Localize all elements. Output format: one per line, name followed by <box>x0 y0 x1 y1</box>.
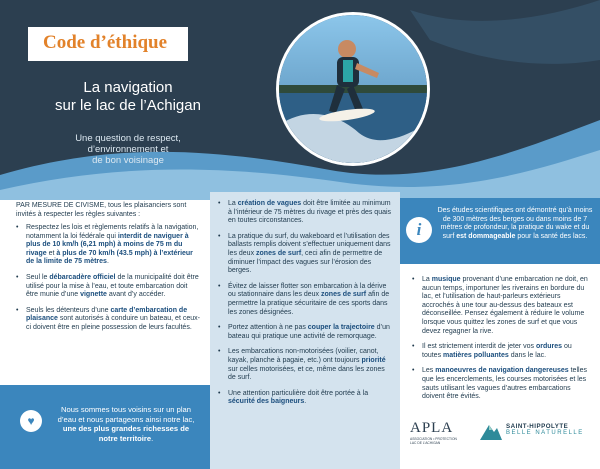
list-item: • La création de vagues doit être limitée au minimum à l’intérieur de 75 mètres du rivage et près des quais en toutes circonstances. <box>218 200 394 226</box>
badge-text: Code d’éthique <box>43 32 168 53</box>
heart-icon: ♥ <box>20 410 42 432</box>
middle-rules-list <box>218 200 394 414</box>
list-item: • La pratique du surf, du wakeboard et l’utilisation des ballasts remplis doivent s’effectuer uniquement dans les deux zones de surf, ceci afin de permettre de diminuer l’impact des vagues sur l’érosion des berges. <box>218 233 394 276</box>
apla-logo: APLA ASSOCIATION • PROTECTION LAC DE L’ACHIGAN <box>410 420 457 445</box>
list-item: • Il est strictement interdit de jeter vos ordures ou toutes matières polluantes dans le lac. <box>412 343 592 360</box>
right-rules-list <box>412 276 592 409</box>
title-badge <box>28 27 188 61</box>
surfer-photo <box>276 12 430 166</box>
info-icon: i <box>406 217 432 243</box>
list-item: • La musique provenant d’une embarcation ne doit, en aucun temps, importuner les riverains en bordure du lac, et l’utilisation de haut-parleurs extérieurs accrochés à une tour au-dessus des bateaux est déconseillée. Pensez également à réduire le volume lorsque vous quittez les zones de surf et que vous devez regagner la rive. <box>412 276 592 336</box>
mountain-icon <box>480 422 502 440</box>
list-item: • Les manoeuvres de navigation dangereuses telles que les encerclements, les courses motorisées et les sauts utilisant les vagues d’autres embarcations doivent être évités. <box>412 367 592 401</box>
respect-text: Nous sommes tous voisins sur un plan d’eau et nous partageons ainsi notre lac, une des plus grandes richesses de notre territoire. <box>57 405 195 443</box>
intro-text: PAR MESURE DE CIVISME, tous les plaisanciers sont invités à respecter les règles suivantes : <box>16 202 187 218</box>
list-item: • Portez attention à ne pas couper la trajectoire d’un bateau qui pratique une activité de remorquage. <box>218 324 394 341</box>
page-subtitle: Une question de respect, d’environnement et de bon voisinage <box>75 133 181 166</box>
list-item: • Évitez de laisser flotter son embarcation à la dérive ou stationnaire dans les deux zones de surf afin de permettre la pratique sécuritaire de ces sports dans les zones désignées. <box>218 283 394 317</box>
page-title: La navigation sur le lac de l’Achigan <box>55 79 201 114</box>
study-text: Des études scientifiques ont démontré qu’à moins de 300 mètres des berges ou dans moins de 7 mètres de profondeur, la pratique du wake et du surf est dommageable pour la santé des lacs. <box>437 207 593 240</box>
left-rules-list <box>16 224 201 340</box>
list-item: • Seuls les détenteurs d’une carte d’embarcation de plaisance sont autorisés à conduire un bateau, et ceux-ci doivent être en pleine possession de leurs facultés. <box>16 307 201 333</box>
list-item: • Seul le débarcadère officiel de la municipalité doit être utilisé pour la mise à l’eau, et toute embarcation doit être munie d’une vignette avant d’y accéder. <box>16 274 201 300</box>
hero-banner <box>0 0 600 200</box>
list-item: • Une attention particulière doit être portée à la sécurité des baigneurs. <box>218 390 394 407</box>
list-item: • Respectez les lois et règlements relatifs à la navigation, notamment la loi fédérale qui interdit de naviguer à plus de 10 km/h (6,21 mph) à moins de 75 m du rivage et à plus de 70 km/h (43.5 mph) à l’extérieur de la limite de 75 mètres. <box>16 224 201 267</box>
list-item: • Les embarcations non-motorisées (voilier, canot, kayak, planche à pagaie, etc.) ont toujours priorité sur celles motorisées, et ce, même dans les zones de surf. <box>218 348 394 382</box>
